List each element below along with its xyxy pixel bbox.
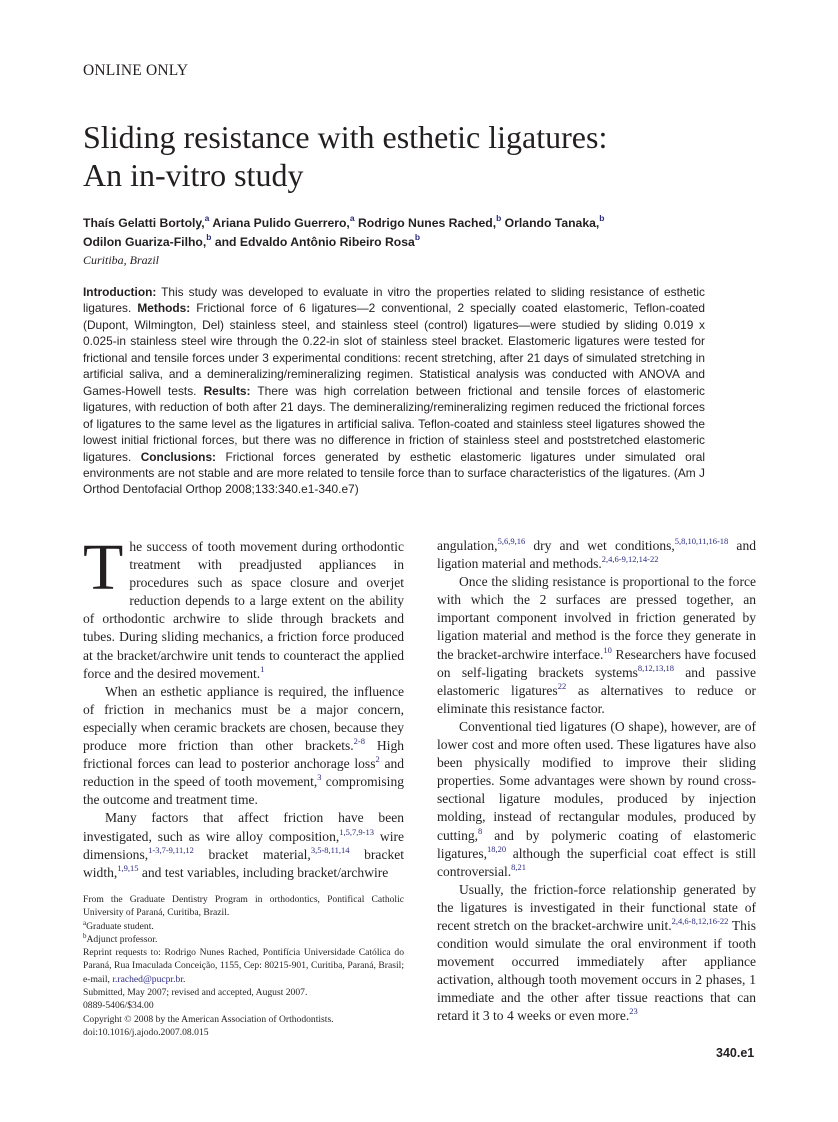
author-line (83, 214, 723, 233)
text-run: When an esthetic appliance is required, the influence of friction in mechanics must be a major concern, especially when ceramic brackets are chosen, because they produce more friction than other brackets. (83, 683, 404, 754)
text-run: Ariana Pulido Guerrero, (209, 216, 350, 230)
footnote-text: Graduate student. (86, 920, 154, 932)
reference-superscript: b (414, 232, 421, 242)
body-paragraph (83, 683, 404, 810)
footnote-issn: 0889-5406/$34.00 (83, 1000, 154, 1012)
reference-superscript[interactable]: 1,5,7,9-13 (339, 826, 374, 837)
reference-superscript[interactable]: 10 (603, 644, 612, 655)
reference-superscript[interactable]: 3,5-8,11,14 (310, 844, 350, 855)
reference-superscript[interactable]: 8,21 (511, 861, 526, 872)
reference-superscript[interactable]: 22 (557, 680, 567, 691)
footnote-submitted: Submitted, May 2007; revised and accepted, August 2007. (83, 987, 308, 999)
reference-superscript: b (496, 213, 502, 223)
right-column (437, 537, 756, 1026)
article-title (83, 118, 763, 194)
reference-superscript[interactable]: 2,4,6-8,12,16-22 (671, 915, 729, 926)
author-line (83, 233, 723, 252)
footnote-a (83, 920, 404, 933)
body-paragraph (83, 531, 404, 683)
text-run: There was high correlation between frictional and tensile forces of elastomeric ligatures, with reduction of both after 21 days. The demineralizing/remineralizing regimen reduced the frictional forces of ligatures to the same level as the ligatures in artificial saliva. Teflon-coated and stainless steel ligatures showed the lowest initial frictional forces, but there was no difference in friction of stainless steel and poststretched elastomeric ligatures. (83, 383, 705, 464)
reference-superscript[interactable]: 8 (478, 825, 483, 836)
text-run: Rodrigo Nunes Rached, (354, 216, 497, 230)
body-paragraph (437, 881, 756, 1026)
reference-superscript: b (599, 213, 605, 223)
reference-superscript[interactable]: 23 (629, 1006, 638, 1017)
reference-superscript[interactable]: 5,8,10,11,16-18 (674, 536, 729, 546)
text-run: he success of tooth movement during orthodontic treatment with preadjusted appliances in procedures such as space closure and overjet reduction depends to a large extent on the ability of orthodontic archwire to slide through brackets and tubes. During sliding mechanics, a friction force produced at the bracket/archwire unit tends to counteract the applied force and the desired movement. (83, 539, 404, 681)
text-run: bracket width, (83, 846, 405, 880)
affiliation: Curitiba, Brazil (83, 253, 160, 267)
page-number: 340.e1 (716, 1046, 755, 1060)
text-run: This condition would simulate the oral environment if tooth movement occurred immediately after appliance activation, although tooth movement occurs in 2 phases, 1 immediate and the other after tissue reactions that can retard it 3 to 4 weeks or even more. (437, 917, 756, 1024)
reference-superscript[interactable]: 18,20 (487, 843, 507, 854)
text-run: Frictional force of 6 ligatures—2 conventional, 2 specially coated elastomeric, Teflon-coated (Dupont, Wilmington, Del) stainless steel, and stainless steel (control) ligatures—were studied by sliding 0.019 x 0.025-in stainless steel wire through the 0.22-in slot of stainless steel bracket. Elastomeric ligatures were tested for frictional and tensile forces under 3 experimental conditions: recent stretching, after 21 days of simulated stretching in artificial saliva, and a demineralizing/remineralizing regimen. Statistical analysis was conducted with ANOVA and Games-Howell tests. (83, 301, 705, 398)
text-run: compromising the outcome and treatment time. (83, 774, 404, 808)
text-run: wire dimensions, (83, 828, 404, 862)
reference-superscript[interactable]: 2,4,6-9,12,14-22 (601, 554, 659, 565)
footnote-from: From the Graduate Dentistry Program in orthodontics, Pontifical Catholic University of Paraná, Curitiba, Brazil. (83, 894, 404, 919)
text-run: Orlando Tanaka, (501, 216, 600, 230)
online-only-label: ONLINE ONLY (83, 62, 189, 79)
text-run: Conventional tied ligatures (O shape), however, are of lower cost and more often used. These ligatures have also been physically modified to improve their sliding properties. Some advantages were shown by round cross-sectional ligature modules, produced by injection molding, instead of rectangular modules, produced by cutting, (437, 718, 756, 843)
body-paragraph (83, 809, 404, 881)
text-run: Researchers have focused on self-ligating brackets systems (437, 646, 756, 680)
reference-superscript: a (349, 213, 355, 223)
text-run: and test variables, including bracket/archwire (138, 864, 389, 880)
text-run: dry and wet conditions, (525, 538, 675, 553)
abstract-section-label: Introduction: (83, 285, 157, 299)
footnote-reprint (83, 946, 404, 986)
footnotes (83, 893, 404, 1039)
text-run: Usually, the friction-force relationship generated by the ligatures is investigated in their functional state of recent stretch on the bracket-archwire unit. (437, 881, 756, 933)
email-link[interactable]: r.rached@pucpr.br (112, 973, 183, 985)
footnote-mark: a (83, 918, 87, 927)
footnote-doi: doi:10.1016/j.ajodo.2007.08.015 (83, 1026, 209, 1038)
reprint-text: Reprint requests to: Rodrigo Nunes Rached, Pontifícia Universidade Católica do Paraná, Rua Imaculada Conceição, 1155, Cep: 80215-901, Curitiba, Paraná, Brasil; e-mail, (83, 947, 404, 985)
text-run: Odilon Guariza-Filho, (83, 235, 207, 249)
text-run: although the superficial coat effect is still controversial. (437, 845, 756, 879)
left-column (83, 531, 405, 882)
reference-superscript[interactable]: 1,9,15 (117, 862, 139, 873)
footnote-b (83, 933, 404, 946)
text-run: and reduction in the speed of tooth movement, (83, 756, 404, 790)
title-line-2: An in-vitro study (83, 157, 304, 193)
text-run: Once the sliding resistance is proportional to the force with which the 2 surfaces are pressed together, an important component involved in friction generated by ligation material and method is the force they generate in the bracket-archwire interface. (437, 574, 756, 662)
text-run: and by polymeric coating of elastomeric ligatures, (437, 827, 756, 861)
abstract-section-label: Methods: (137, 301, 191, 316)
author-list (83, 214, 723, 252)
text-run: and Edvaldo Antônio Ribeiro Rosa (211, 235, 415, 249)
paragraph-text (83, 531, 404, 681)
text-run: angulation, (437, 538, 498, 553)
reference-superscript: b (206, 232, 212, 242)
text-run: Thaís Gelatti Bortoly, (83, 216, 205, 230)
reprint-end: . (182, 973, 186, 985)
reference-superscript[interactable]: 2 (375, 754, 380, 765)
body-paragraph (437, 537, 756, 573)
reference-superscript[interactable]: 5,6,9,16 (497, 536, 526, 546)
footnote-copyright: Copyright © 2008 by the American Association of Orthodontists. (83, 1013, 334, 1025)
footnote-mark: b (83, 931, 87, 940)
text-run: This study was developed to evaluate in vitro the properties related to sliding resistance of esthetic ligatures. (83, 285, 705, 316)
footnote-text: Adjunct professor. (86, 933, 158, 945)
reference-superscript[interactable]: 1-3,7-9,11,12 (148, 844, 194, 855)
drop-cap: T (83, 531, 124, 604)
text-run: and ligation material and methods. (437, 538, 756, 572)
abstract-section-label: Results: (203, 383, 251, 398)
text-run: bracket material, (193, 846, 311, 862)
text-run: as alternatives to reduce or eliminate this resistance factor. (437, 682, 756, 716)
text-run: Frictional forces generated by esthetic elastomeric ligatures under simulated oral environments are not stable and are more related to tensile force than to surface characteristics of the ligatures. (Am J Orthod Dentofacial Orthop 2008;133:340.e1-340.e7) (83, 449, 705, 497)
title-line-1: Sliding resistance with esthetic ligatures: (83, 119, 608, 155)
reference-superscript[interactable]: 8,12,13,18 (637, 662, 674, 673)
body-paragraph (437, 573, 756, 718)
text-run: High frictional forces can lead to posterior anchorage loss (83, 738, 405, 772)
abstract-section-label: Conclusions: (140, 449, 217, 464)
reference-superscript: a (204, 213, 210, 223)
text-run: Many factors that affect friction have been investigated, such as wire alloy composition, (83, 810, 404, 844)
reference-superscript[interactable]: 2-8 (353, 736, 365, 747)
reference-superscript[interactable]: 1 (260, 663, 265, 674)
abstract (83, 284, 705, 498)
reference-superscript[interactable]: 3 (317, 772, 322, 783)
text-run: and passive elastomeric ligatures (437, 664, 756, 698)
body-paragraph (437, 718, 756, 881)
